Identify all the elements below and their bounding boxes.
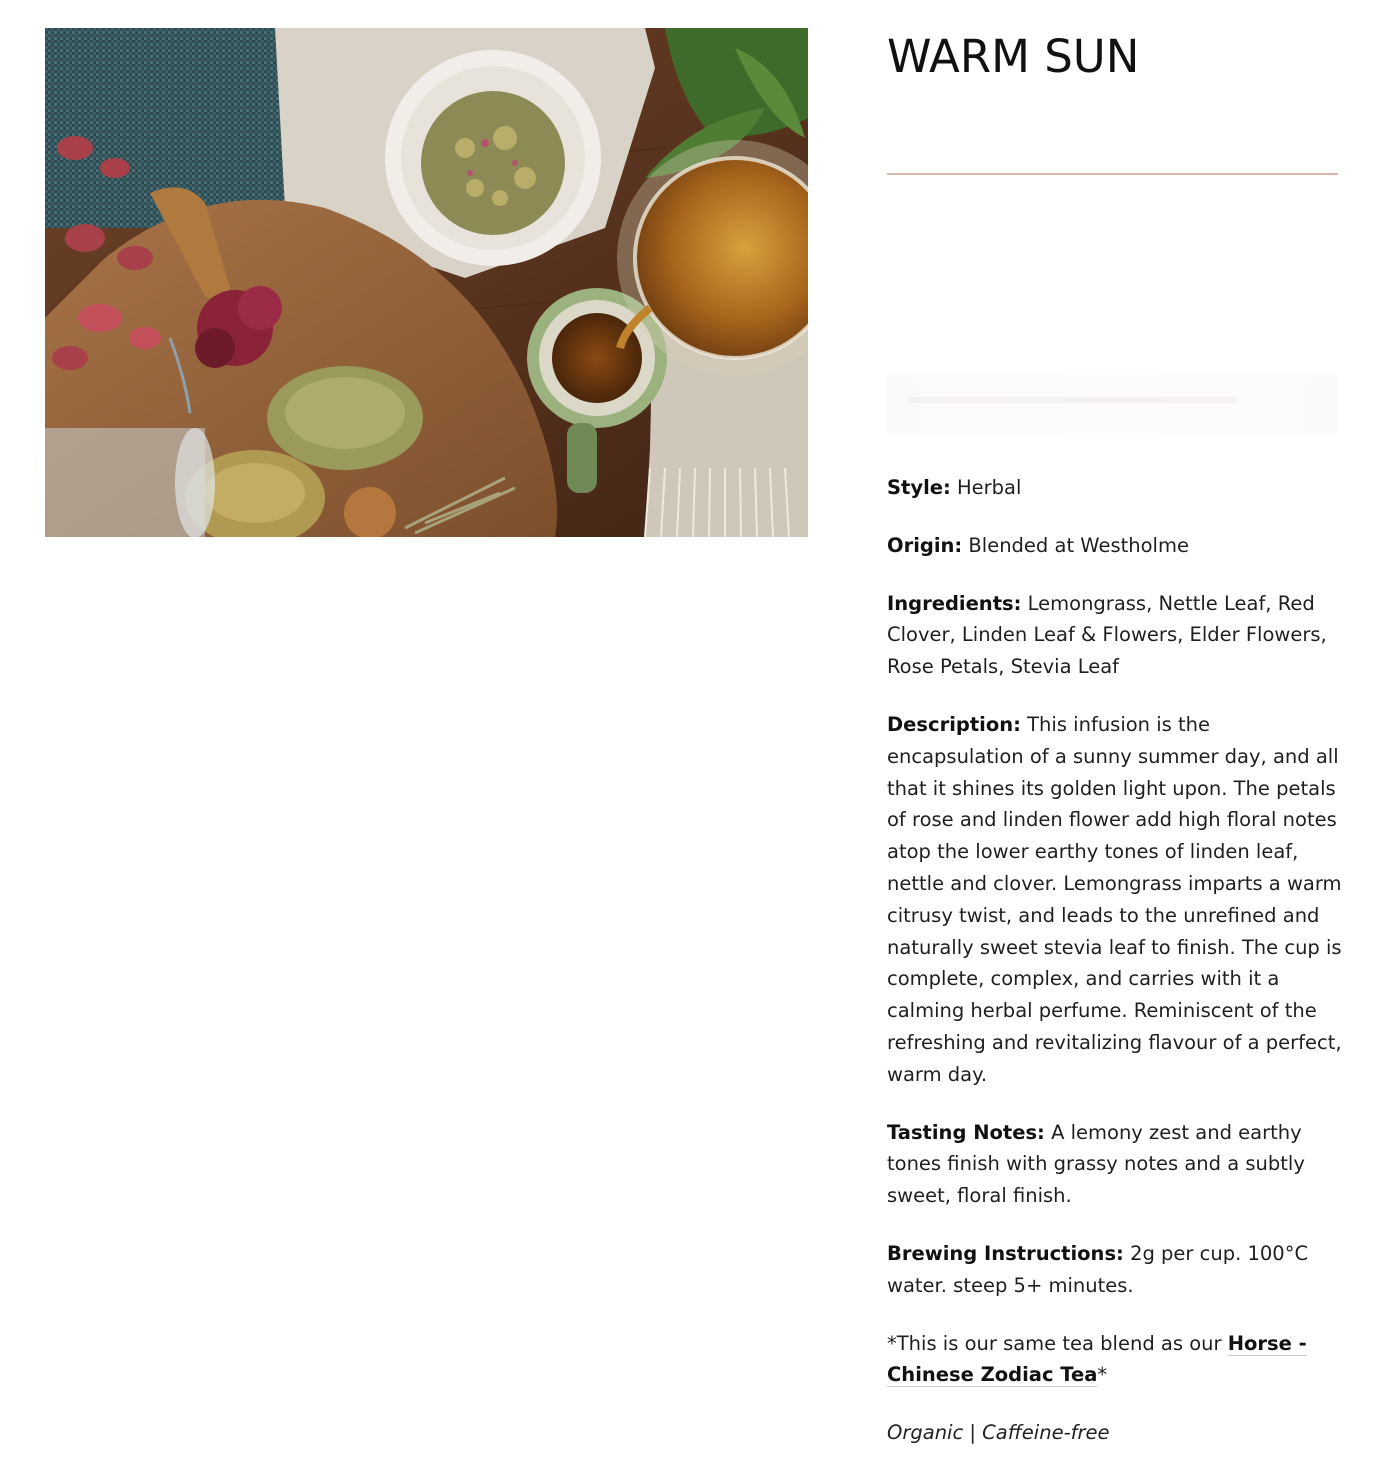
detail-tasting-notes-label: Tasting Notes: — [887, 1120, 1045, 1144]
product-info — [887, 30, 1342, 1445]
detail-tasting-notes — [887, 1117, 1342, 1212]
detail-origin — [887, 530, 1342, 562]
organic-caffeine-free-note: Organic | Caffeine-free — [887, 1421, 1110, 1445]
detail-brewing-label: Brewing Instructions: — [887, 1241, 1124, 1265]
note-prefix: *This is our same tea blend as our — [887, 1331, 1228, 1355]
faded-placeholder-block — [887, 375, 1338, 433]
detail-description-label: Description: — [887, 712, 1021, 736]
detail-same-blend-note — [887, 1328, 1342, 1392]
title-divider — [887, 173, 1338, 175]
detail-description-value: This infusion is the encapsulation of a sunny summer day, and all that it shines its golden light upon. The petals of rose and linden flower add high floral notes atop the lower earthy tones of linden leaf, nettle and clover. Lemongrass imparts a warm citrusy twist, and leads to the unrefined and naturally sweet stevia leaf to finish. The cup is complete, complex, and carries with it a calming herbal perfume. Reminiscent of the refreshing and revitalizing flavour of a perfect, warm day. — [887, 712, 1342, 1086]
detail-style — [887, 472, 1342, 504]
product-image[interactable] — [45, 28, 808, 537]
detail-brewing — [887, 1238, 1342, 1302]
horse-zodiac-tea-link[interactable]: Horse - Chinese Zodiac Tea — [887, 1331, 1307, 1387]
detail-brewing-value: 2g per cup. 100°C water. steep 5+ minutes. — [887, 1241, 1309, 1297]
tea-photo-illustration — [45, 28, 808, 537]
detail-ingredients-label: Ingredients: — [887, 591, 1022, 615]
detail-ingredients-value: Lemongrass, Nettle Leaf, Red Clover, Linden Leaf & Flowers, Elder Flowers, Rose Petals, Stevia Leaf — [887, 591, 1327, 679]
detail-ingredients — [887, 588, 1342, 683]
detail-style-label: Style: — [887, 476, 951, 499]
detail-style-value: Herbal — [957, 476, 1022, 499]
product-details — [887, 472, 1342, 1449]
detail-tasting-notes-value: A lemony zest and earthy tones finish with grassy notes and a subtly sweet, floral finish. — [887, 1120, 1305, 1208]
detail-origin-label: Origin: — [887, 533, 963, 557]
product-title: WARM SUN — [887, 30, 1140, 83]
detail-origin-value: Blended at Westholme — [968, 533, 1189, 557]
note-suffix: * — [1097, 1363, 1108, 1387]
detail-description — [887, 709, 1342, 1091]
